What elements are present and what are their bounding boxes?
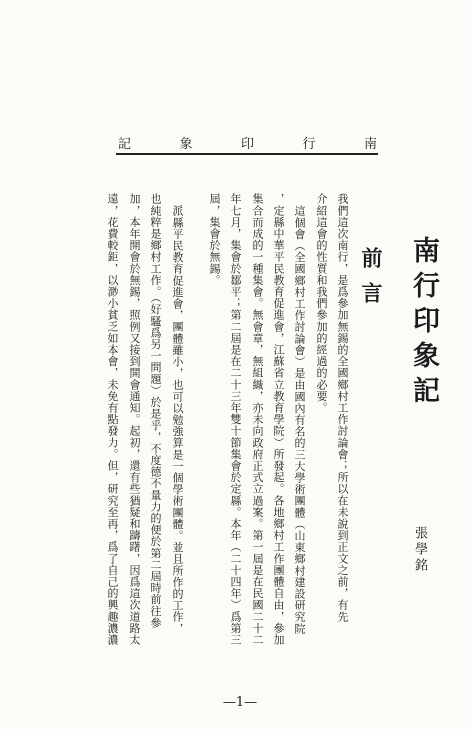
book-title: 南行印象記 xyxy=(408,236,439,411)
text-column: 遠，花費較鉅，以渺小貧乏如本會，未免有點發力。但，研究至再，爲了自己的興趣濃濃 xyxy=(106,193,119,646)
text-column: 年七月，集會於鄒平；第二屆是在二十三年雙十節集會於定縣。本年（二十四年）爲第三 xyxy=(229,193,242,646)
text-column: 我們這次南行，是爲參加無錫的全國鄉村工作討論會；所以在未說到正文之前，有先 xyxy=(336,193,349,623)
text-column: 屆，集會於無錫。 xyxy=(208,193,221,286)
text-column: 派縣平民教育促進會，團體雖小，也可以勉強算是一個學術團體。並且所作的工作， xyxy=(171,205,184,635)
page-number: —1— xyxy=(222,695,258,710)
text-column: 這個會（全國鄉村工作討論會）是由國內有名的三大學術團體（山東鄉村建設研究院 xyxy=(293,205,306,635)
header-char: 記 xyxy=(118,136,133,152)
header-char: 南 xyxy=(363,136,378,152)
text-column: 加，本年開會於無錫，照例又接到開會通知。起初，還有些猶疑和躊躇，因爲這次道路太 xyxy=(128,193,141,646)
section-title: 前言 xyxy=(359,247,384,317)
header-rule xyxy=(116,153,378,155)
text-column: ，定縣中華平民教育促進會，江蘇省立教育學院）所發起。各地鄉村工作團體自由，參加 xyxy=(272,193,285,646)
text-column: 介紹這會的性質和我們參加的經過的必要。 xyxy=(315,193,328,414)
text-column: 也純粹是鄉村工作。（好騷爲另一問題）於是乎，不度德不量力的便於第二屆時前往參 xyxy=(149,193,162,629)
header-char: 象 xyxy=(179,136,194,152)
header-char: 印 xyxy=(240,136,255,152)
header-char: 行 xyxy=(302,136,317,152)
author-name: 張學銘 xyxy=(412,526,427,574)
running-header xyxy=(118,133,378,151)
text-column: 集合而成的一種集會。無會章，無組織，亦未向政府正式立過案。第一屆是在民國二十二 xyxy=(251,193,264,646)
